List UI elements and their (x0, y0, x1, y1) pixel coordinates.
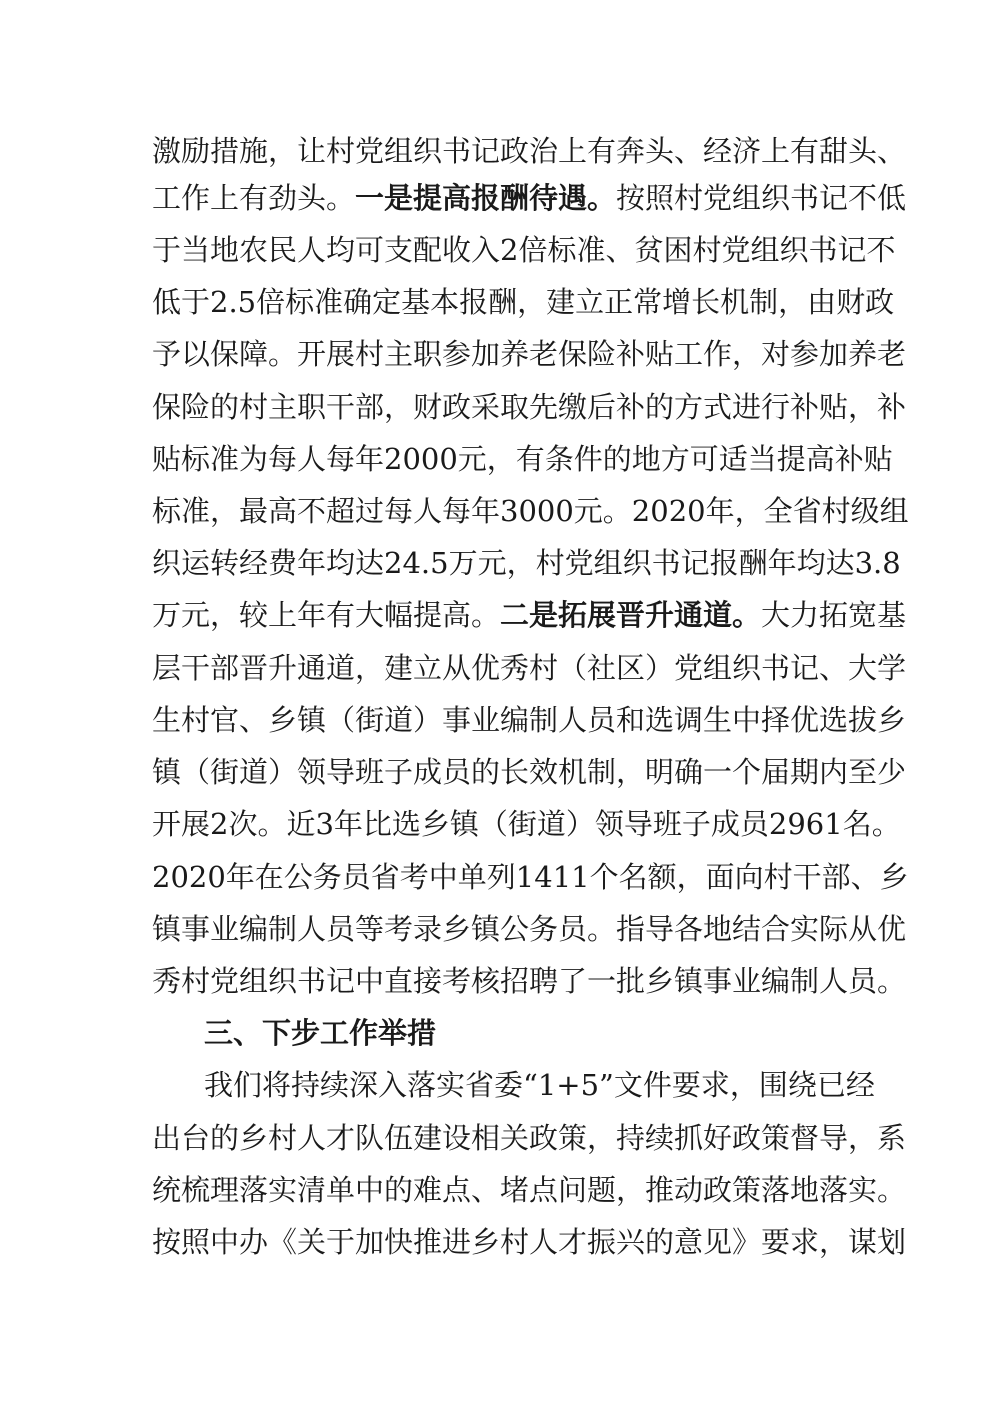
line-text: 工作上有劲头。 (152, 181, 356, 215)
paragraph-line (152, 593, 907, 637)
paragraph-line: 出台的乡村人才队伍建设相关政策，持续抓好政策督导，系 (152, 1121, 907, 1155)
paragraph-line: 镇事业编制人员等考录乡镇公务员。指导各地结合实际从优 (152, 912, 907, 946)
paragraph-line: 低于2.5倍标准确定基本报酬，建立正常增长机制，由财政 (152, 285, 895, 319)
paragraph-line: 标准，最高不超过每人每年3000元。2020年，全省村级组 (152, 494, 909, 528)
section-heading: 三、下步工作举措 (204, 1016, 437, 1050)
paragraph-line: 生村官、乡镇（街道）事业编制人员和选调生中择优选拔乡 (152, 703, 907, 737)
paragraph-line: 秀村党组织书记中直接考核招聘了一批乡镇事业编制人员。 (152, 964, 907, 998)
paragraph-line: 予以保障。开展村主职参加养老保险补贴工作，对参加养老 (152, 337, 907, 371)
line-text: 大力拓宽基 (761, 598, 907, 632)
paragraph-line: 激励措施，让村党组织书记政治上有奔头、经济上有甜头、 (152, 134, 907, 168)
paragraph-line: 于当地农民人均可支配收入2倍标准、贫困村党组织书记不 (152, 233, 896, 267)
paragraph-line (152, 176, 907, 220)
bold-key-phrase: 一是提高报酬待遇。 (355, 181, 617, 215)
line-text: 按照村党组织书记不低 (616, 181, 907, 215)
paragraph-line: 保险的村主职干部，财政采取先缴后补的方式进行补贴，补 (152, 390, 907, 424)
paragraph-line: 贴标准为每人每年2000元，有条件的地方可适当提高补贴 (152, 442, 893, 476)
bold-key-phrase: 二是拓展晋升通道。 (500, 598, 762, 632)
line-text: 万元，较上年有大幅提高。 (152, 598, 501, 632)
paragraph-line: 织运转经费年均达24.5万元，村党组织书记报酬年均达3.8 (152, 546, 901, 580)
paragraph-line: 按照中办《关于加快推进乡村人才振兴的意见》要求，谋划 (152, 1225, 907, 1259)
paragraph-line: 开展2次。近3年比选乡镇（街道）领导班子成员2961名。 (152, 807, 901, 841)
paragraph-line: 层干部晋升通道，建立从优秀村（社区）党组织书记、大学 (152, 651, 907, 685)
paragraph-line: 统梳理落实清单中的难点、堵点问题，推动政策落地落实。 (152, 1173, 907, 1207)
paragraph-line: 2020年在公务员省考中单列1411个名额，面向村干部、乡 (152, 860, 909, 894)
paragraph-line: 镇（街道）领导班子成员的长效机制，明确一个届期内至少 (152, 755, 907, 789)
paragraph-line: 我们将持续深入落实省委“1+5”文件要求，围绕已经 (204, 1068, 875, 1102)
